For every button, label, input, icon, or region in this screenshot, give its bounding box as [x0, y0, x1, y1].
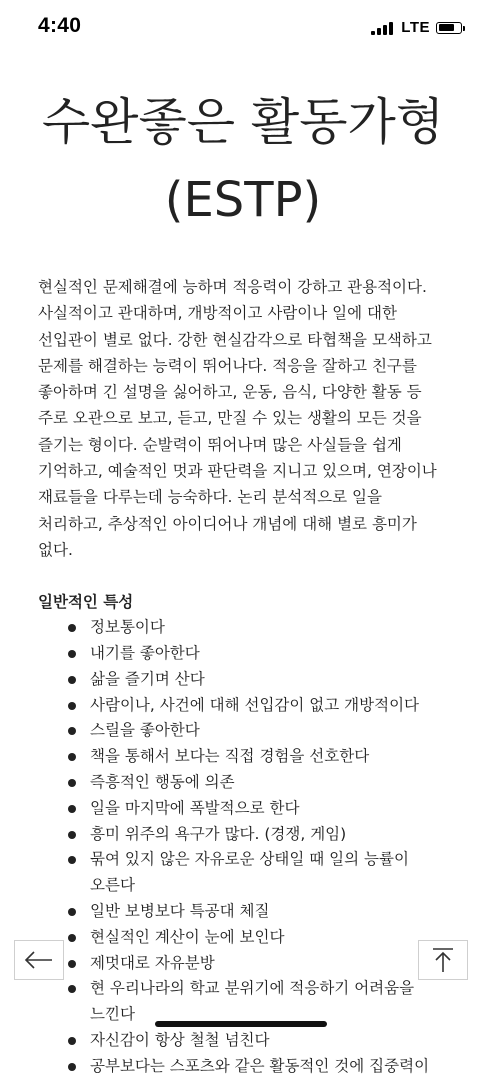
- trait-item: 삶을 즐기며 산다: [38, 667, 448, 693]
- scroll-to-top-button[interactable]: [418, 940, 468, 980]
- trait-item: 흥미 위주의 욕구가 많다. (경쟁, 게임): [38, 822, 448, 848]
- arrow-left-icon: [24, 950, 54, 970]
- trait-item: 내기를 좋아한다: [38, 641, 448, 667]
- trait-item: 즉흥적인 행동에 의존: [38, 770, 448, 796]
- trait-item: 사람이나, 사건에 대해 선입감이 없고 개방적이다: [38, 693, 448, 719]
- status-bar: [0, 0, 480, 58]
- type-code: (ESTP): [164, 172, 322, 228]
- back-button[interactable]: [14, 940, 64, 980]
- trait-item: 제멋대로 자유분방: [38, 951, 448, 977]
- battery-level-fill: [439, 24, 455, 31]
- battery-icon: [436, 22, 462, 34]
- trait-item: 일반 보병보다 특공대 체질: [38, 899, 448, 925]
- status-time: 4:40: [38, 14, 82, 37]
- traits-heading: 일반적인 특성: [38, 593, 134, 612]
- arrow-up-to-top-icon: [432, 947, 454, 973]
- network-type-label: LTE: [401, 19, 430, 36]
- type-title: 수완좋은 활동가형: [41, 93, 445, 151]
- trait-item: 책을 통해서 보다는 직접 경험을 선호한다: [38, 744, 448, 770]
- trait-item: 공부보다는 스포츠와 같은 활동적인 것에 집중력이: [38, 1054, 448, 1080]
- cellular-signal-icon: [371, 21, 395, 35]
- trait-item: 일을 마지막에 폭발적으로 한다: [38, 796, 448, 822]
- type-description: 현실적인 문제해결에 능하며 적응력이 강하고 관용적이다. 사실적이고 관대하며, 개방적이고 사람이나 일에 대한 선입관이 별로 없다. 강한 현실감각으로 타협책을 모색하고 문제를 해결하는 능력이 뛰어나다. 적응을 잘하고 친구를 좋아하며 긴 설명을 싫어하고, 운동, 음식, 다양한 활동 등 주로 오관으로 보고, 듣고, 만질 수 있는 생활의 모든 것을 즐기는 형이다. 순발력이 뛰어나며 많은 사실들을 쉽게 기억하고, 예술적인 멋과 판단력을 지니고 있으며, 연장이나 재료들을 다루는데 능숙하다. 논리 분석적으로 일을 처리하고, 추상적인 아이디어나 개념에 대해 별로 흥미가 없다.: [38, 278, 437, 559]
- trait-item: 자신감이 항상 철철 넘친다: [38, 1028, 448, 1054]
- trait-item: 현실적인 계산이 눈에 보인다: [38, 925, 448, 951]
- trait-item: 묶여 있지 않은 자유로운 상태일 때 일의 능률이 오른다: [38, 847, 448, 899]
- trait-item: 현 우리나라의 학교 분위기에 적응하기 어려움을 느낀다: [38, 976, 448, 1028]
- trait-item: 정보통이다: [38, 615, 448, 641]
- status-indicators: [371, 19, 462, 36]
- home-indicator: [155, 1021, 327, 1027]
- trait-item: 스릴을 좋아한다: [38, 718, 448, 744]
- article-content: [38, 40, 448, 1080]
- traits-list: [38, 615, 448, 1079]
